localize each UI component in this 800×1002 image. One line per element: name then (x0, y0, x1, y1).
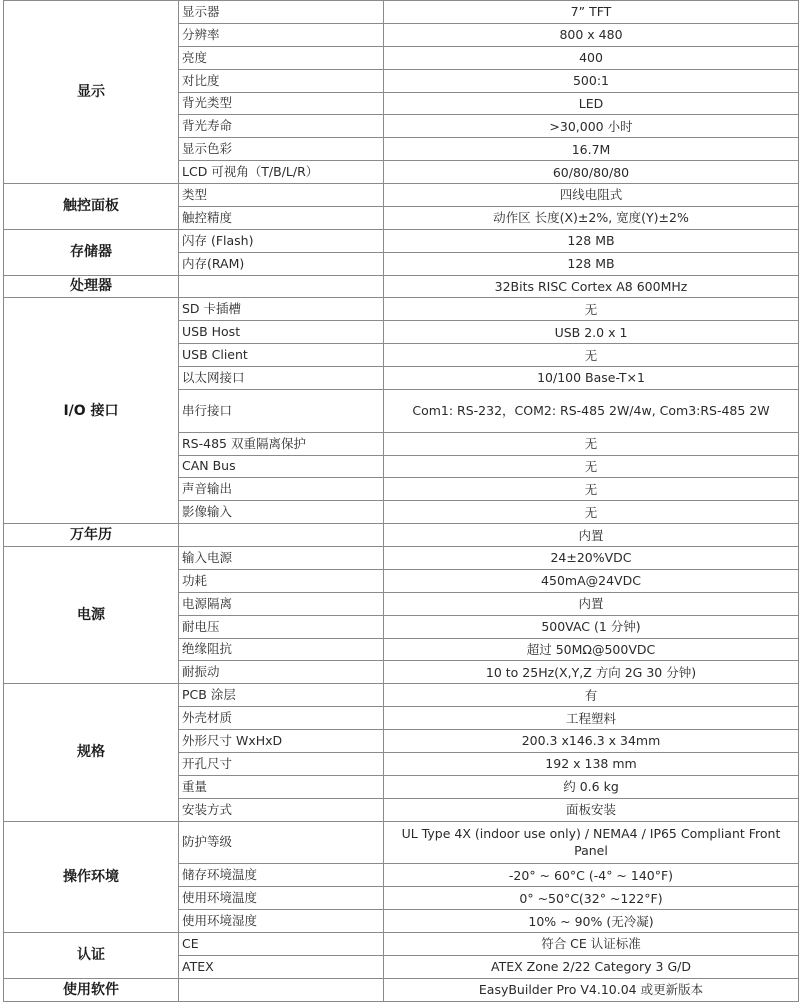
spec-label: 声音输出 (179, 478, 384, 501)
spec-label: 安装方式 (179, 798, 384, 821)
spec-label: 影像输入 (179, 501, 384, 524)
spec-value: 60/80/80/80 (384, 161, 799, 184)
category-cell: 规格 (4, 684, 179, 821)
spec-value: 800 x 480 (384, 23, 799, 46)
category-cell: 触控面板 (4, 184, 179, 230)
spec-value: 500VAC (1 分钟) (384, 615, 799, 638)
spec-row (4, 524, 799, 547)
spec-value: 四线电阻式 (384, 184, 799, 207)
spec-value: 内置 (384, 592, 799, 615)
spec-value: 无 (384, 298, 799, 321)
spec-value: 无 (384, 501, 799, 524)
category-cell: 万年历 (4, 524, 179, 547)
spec-value: 内置 (384, 524, 799, 547)
spec-label: 类型 (179, 184, 384, 207)
spec-value: 工程塑料 (384, 707, 799, 730)
spec-label: 外形尺寸 WxHxD (179, 730, 384, 753)
spec-value: 16.7M (384, 138, 799, 161)
spec-value: 7” TFT (384, 1, 799, 24)
spec-label: 背光寿命 (179, 115, 384, 138)
spec-label: 开孔尺寸 (179, 752, 384, 775)
category-cell: 操作环境 (4, 821, 179, 932)
category-cell: 处理器 (4, 275, 179, 298)
category-cell: 电源 (4, 547, 179, 684)
spec-value: 无 (384, 455, 799, 478)
category-cell: 认证 (4, 932, 179, 978)
spec-value: >30,000 小时 (384, 115, 799, 138)
spec-label: 防护等级 (179, 821, 384, 864)
spec-value: 32Bits RISC Cortex A8 600MHz (384, 275, 799, 298)
spec-value: 无 (384, 344, 799, 367)
spec-label: USB Host (179, 321, 384, 344)
spec-value: 450mA@24VDC (384, 569, 799, 592)
spec-row (4, 275, 799, 298)
spec-label: 内存(RAM) (179, 252, 384, 275)
spec-label: 电源隔离 (179, 592, 384, 615)
spec-label: ATEX (179, 955, 384, 978)
spec-label: SD 卡插槽 (179, 298, 384, 321)
spec-label: 闪存 (Flash) (179, 229, 384, 252)
spec-label (179, 978, 384, 1001)
spec-label: 对比度 (179, 69, 384, 92)
spec-row (4, 1, 799, 24)
spec-value: 有 (384, 684, 799, 707)
spec-value: 10/100 Base-T×1 (384, 367, 799, 390)
spec-row (4, 684, 799, 707)
spec-value: 面板安装 (384, 798, 799, 821)
spec-label: CE (179, 932, 384, 955)
spec-label: PCB 涂层 (179, 684, 384, 707)
spec-value: 动作区 长度(X)±2%, 宽度(Y)±2% (384, 206, 799, 229)
spec-label: 绝缘阻抗 (179, 638, 384, 661)
spec-value: 10% ~ 90% (无冷凝) (384, 910, 799, 933)
spec-label: 显示器 (179, 1, 384, 24)
spec-value: -20° ~ 60°C (-4° ~ 140°F) (384, 864, 799, 887)
spec-label: 显示色彩 (179, 138, 384, 161)
spec-label: 重量 (179, 775, 384, 798)
spec-row (4, 229, 799, 252)
spec-label: 耐电压 (179, 615, 384, 638)
spec-value: 128 MB (384, 229, 799, 252)
spec-value: 128 MB (384, 252, 799, 275)
spec-label: 输入电源 (179, 547, 384, 570)
spec-value: 24±20%VDC (384, 547, 799, 570)
spec-value: 192 x 138 mm (384, 752, 799, 775)
spec-label: 使用环境湿度 (179, 910, 384, 933)
spec-row (4, 184, 799, 207)
spec-value: Com1: RS-232，COM2: RS-485 2W/4w, Com3:RS-485 2W (384, 389, 799, 432)
spec-value: UL Type 4X (indoor use only) / NEMA4 / IP65 Compliant Front Panel (384, 821, 799, 864)
spec-value: USB 2.0 x 1 (384, 321, 799, 344)
spec-value: 符合 CE 认证标准 (384, 932, 799, 955)
spec-label: 串行接口 (179, 389, 384, 432)
spec-value: 500:1 (384, 69, 799, 92)
spec-label: 以太网接口 (179, 367, 384, 390)
spec-label: 外壳材质 (179, 707, 384, 730)
spec-label: LCD 可视角（T/B/L/R） (179, 161, 384, 184)
spec-value: 0° ~50°C(32° ~122°F) (384, 887, 799, 910)
spec-row (4, 932, 799, 955)
spec-label: 分辨率 (179, 23, 384, 46)
spec-label: 亮度 (179, 46, 384, 69)
spec-value: ATEX Zone 2/22 Category 3 G/D (384, 955, 799, 978)
spec-value: LED (384, 92, 799, 115)
spec-row (4, 978, 799, 1001)
spec-value: 200.3 x146.3 x 34mm (384, 730, 799, 753)
spec-row (4, 547, 799, 570)
spec-label: 功耗 (179, 569, 384, 592)
spec-value: 约 0.6 kg (384, 775, 799, 798)
spec-value: 10 to 25Hz(X,Y,Z 方向 2G 30 分钟) (384, 661, 799, 684)
spec-value: 400 (384, 46, 799, 69)
spec-value: EasyBuilder Pro V4.10.04 或更新版本 (384, 978, 799, 1001)
spec-label: USB Client (179, 344, 384, 367)
spec-label: 耐振动 (179, 661, 384, 684)
spec-row (4, 298, 799, 321)
spec-label: 储存环境温度 (179, 864, 384, 887)
spec-label (179, 524, 384, 547)
spec-label: 使用环境温度 (179, 887, 384, 910)
spec-row (4, 821, 799, 864)
category-cell: I/O 接口 (4, 298, 179, 524)
spec-value: 无 (384, 478, 799, 501)
category-cell: 显示 (4, 1, 179, 184)
spec-value: 无 (384, 432, 799, 455)
spec-value: 超过 50MΩ@500VDC (384, 638, 799, 661)
category-cell: 使用软件 (4, 978, 179, 1001)
spec-label: 触控精度 (179, 206, 384, 229)
spec-label: RS-485 双重隔离保护 (179, 432, 384, 455)
category-cell: 存储器 (4, 229, 179, 275)
spec-label: CAN Bus (179, 455, 384, 478)
spec-table (3, 0, 799, 1002)
spec-label: 背光类型 (179, 92, 384, 115)
spec-table-body (4, 1, 799, 1002)
spec-label (179, 275, 384, 298)
